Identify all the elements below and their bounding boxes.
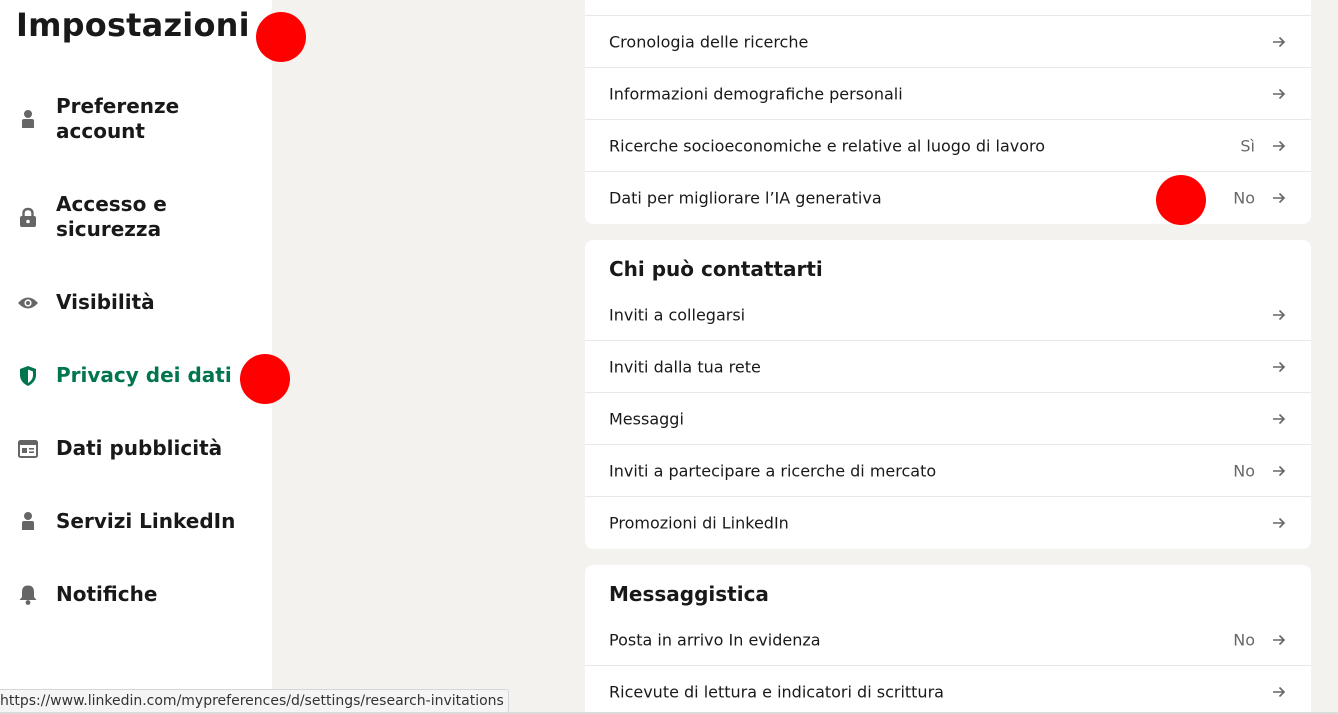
sidebar-item-label: Visibilità (56, 290, 155, 314)
row-label: Cronologia delle ricerche (609, 32, 809, 52)
row-label: Dati per migliorare l’IA generativa (609, 188, 882, 208)
sidebar-item-label: Accesso e sicurezza (56, 192, 167, 241)
sidebar-item-label: Servizi LinkedIn (56, 509, 236, 533)
newspaper-icon (17, 438, 39, 460)
sidebar-item-label: Privacy dei dati (56, 363, 232, 387)
status-bar-url: https://www.linkedin.com/mypreferences/d/settings/research-invitations (0, 689, 509, 713)
row-search-history[interactable] (585, 16, 1311, 68)
row-value: No (1233, 630, 1255, 650)
arrow-right-icon (1271, 190, 1287, 206)
arrow-right-icon (1271, 632, 1287, 648)
person-icon (17, 511, 39, 533)
row-label: Posta in arrivo In evidenza (609, 630, 821, 650)
sidebar-item-label: Notifiche (56, 582, 158, 606)
row-demographic-info[interactable] (585, 68, 1311, 120)
card-title: Chi può contattarti (609, 257, 823, 281)
arrow-right-icon (1271, 86, 1287, 102)
row-network-invitations[interactable] (585, 341, 1311, 393)
row-messages[interactable] (585, 393, 1311, 445)
click-marker (256, 12, 306, 62)
sidebar-item-advertising-data[interactable] (0, 436, 272, 462)
sidebar-item-label: Dati pubblicità (56, 436, 223, 460)
arrow-right-icon (1271, 684, 1287, 700)
row-label: Messaggi (609, 409, 684, 429)
row-label: Inviti a collegarsi (609, 305, 746, 325)
sidebar-item-data-privacy[interactable] (0, 363, 272, 389)
row-label: Informazioni demografiche personali (609, 84, 903, 104)
settings-sidebar (0, 0, 272, 714)
sidebar-item-account-preferences[interactable] (0, 94, 272, 146)
row-connection-invitations[interactable] (585, 289, 1311, 341)
row-focused-inbox[interactable] (585, 614, 1311, 666)
sidebar-item-sign-in-security[interactable] (0, 192, 272, 244)
messaging-card (585, 565, 1311, 714)
click-marker (240, 354, 290, 404)
arrow-right-icon (1271, 359, 1287, 375)
row-value: Sì (1240, 136, 1255, 156)
arrow-right-icon (1271, 515, 1287, 531)
row-socioeconomic-research[interactable] (585, 120, 1311, 172)
arrow-right-icon (1271, 411, 1287, 427)
click-marker (1156, 175, 1206, 225)
arrow-right-icon (1271, 307, 1287, 323)
page-title: Impostazioni (16, 6, 250, 44)
row-label: Ricevute di lettura e indicatori di scrittura (609, 682, 944, 702)
row-label: Inviti a partecipare a ricerche di mercato (609, 461, 937, 481)
sidebar-item-visibility[interactable] (0, 290, 272, 316)
person-icon (17, 109, 39, 131)
lock-icon (17, 207, 39, 229)
card-title: Messaggistica (609, 582, 769, 606)
row-label: Promozioni di LinkedIn (609, 513, 789, 533)
row-research-invitations[interactable] (585, 445, 1311, 497)
arrow-right-icon (1271, 34, 1287, 50)
row-label: Ricerche socioeconomiche e relative al luogo di lavoro (609, 136, 1046, 156)
sidebar-item-linkedin-services[interactable] (0, 509, 272, 535)
bell-icon (17, 584, 39, 606)
row-label: Inviti dalla tua rete (609, 357, 761, 377)
sidebar-item-label: Preferenze account (56, 94, 180, 143)
shield-icon (17, 365, 39, 387)
row-linkedin-promotions[interactable] (585, 497, 1311, 549)
eye-icon (17, 292, 39, 314)
row-value: No (1233, 461, 1255, 481)
row-value: No (1233, 188, 1255, 208)
arrow-right-icon (1271, 138, 1287, 154)
sidebar-item-notifications[interactable] (0, 582, 272, 608)
who-can-reach-you-card (585, 240, 1311, 549)
row-read-receipts[interactable] (585, 666, 1311, 714)
arrow-right-icon (1271, 463, 1287, 479)
